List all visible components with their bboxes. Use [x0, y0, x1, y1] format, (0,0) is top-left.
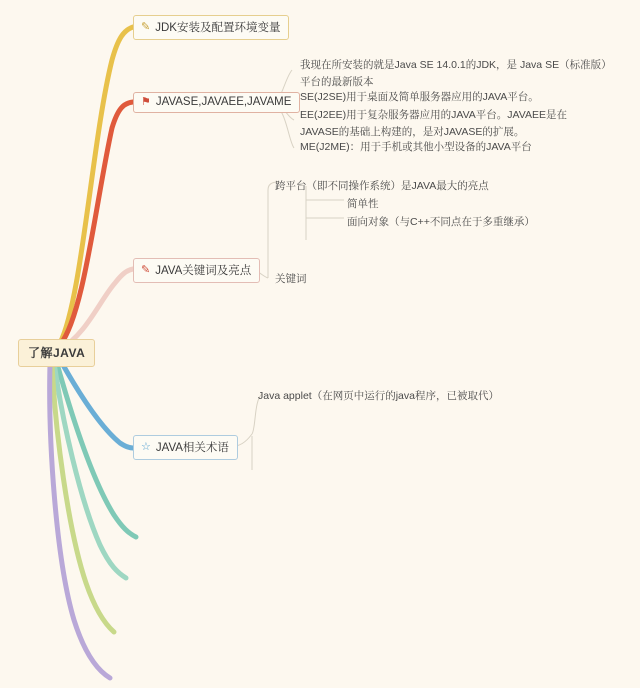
- branch-label-keywords: JAVA关键词及亮点: [155, 265, 252, 277]
- root-node[interactable]: [18, 339, 95, 367]
- branch-curve-empty-4: [50, 364, 110, 678]
- branch-label-jdk: JDK安装及配置环境变量: [155, 22, 281, 34]
- star-icon: ☆: [141, 440, 151, 453]
- branch-node-javase[interactable]: [133, 92, 300, 113]
- leaf-keywords-oop: 面向对象（与C++不同点在于多重继承）: [347, 216, 535, 228]
- root-label: 了解JAVA: [28, 346, 86, 360]
- leaf-javase-4: ME(J2ME)：用于手机或其他小型设备的JAVA平台: [300, 141, 532, 153]
- pen-icon: ✎: [141, 20, 151, 33]
- branch-node-jdk[interactable]: [133, 15, 289, 40]
- leaf-javase-1: 我现在所安装的就是Java SE 14.0.1的JDK，是 Java SE（标准版）平台的最新版本: [300, 59, 612, 89]
- branch-node-terms[interactable]: [133, 435, 238, 460]
- flag-icon: ⚑: [141, 95, 151, 108]
- branch-curve-jdk: [60, 27, 133, 343]
- leaf-keywords-crossplatform: 跨平台（即不同操作系统）是JAVA最大的亮点: [275, 180, 489, 192]
- leaf-javase-3: EE(J2EE)用于复杂服务器应用的JAVA平台。JAVAEE是在JAVASE的基础上构建的，是对JAVASE的扩展。: [300, 109, 568, 139]
- branch-node-keywords[interactable]: [133, 258, 260, 283]
- leaf-connector-keywords-vertical: [268, 182, 278, 278]
- leaf-terms-applet: Java applet（在网页中运行的java程序，已被取代）: [258, 390, 499, 402]
- pen-icon: ✎: [141, 263, 151, 276]
- branch-label-javase: JAVASE,JAVAEE,JAVAME: [155, 96, 292, 108]
- leaf-keywords-title: 关键词: [275, 273, 307, 285]
- leaf-keywords-simple: 简单性: [347, 198, 379, 210]
- leaf-javase-2: SE(J2SE)用于桌面及简单服务器应用的JAVA平台。: [300, 91, 539, 103]
- branch-label-terms: JAVA相关术语: [155, 442, 229, 454]
